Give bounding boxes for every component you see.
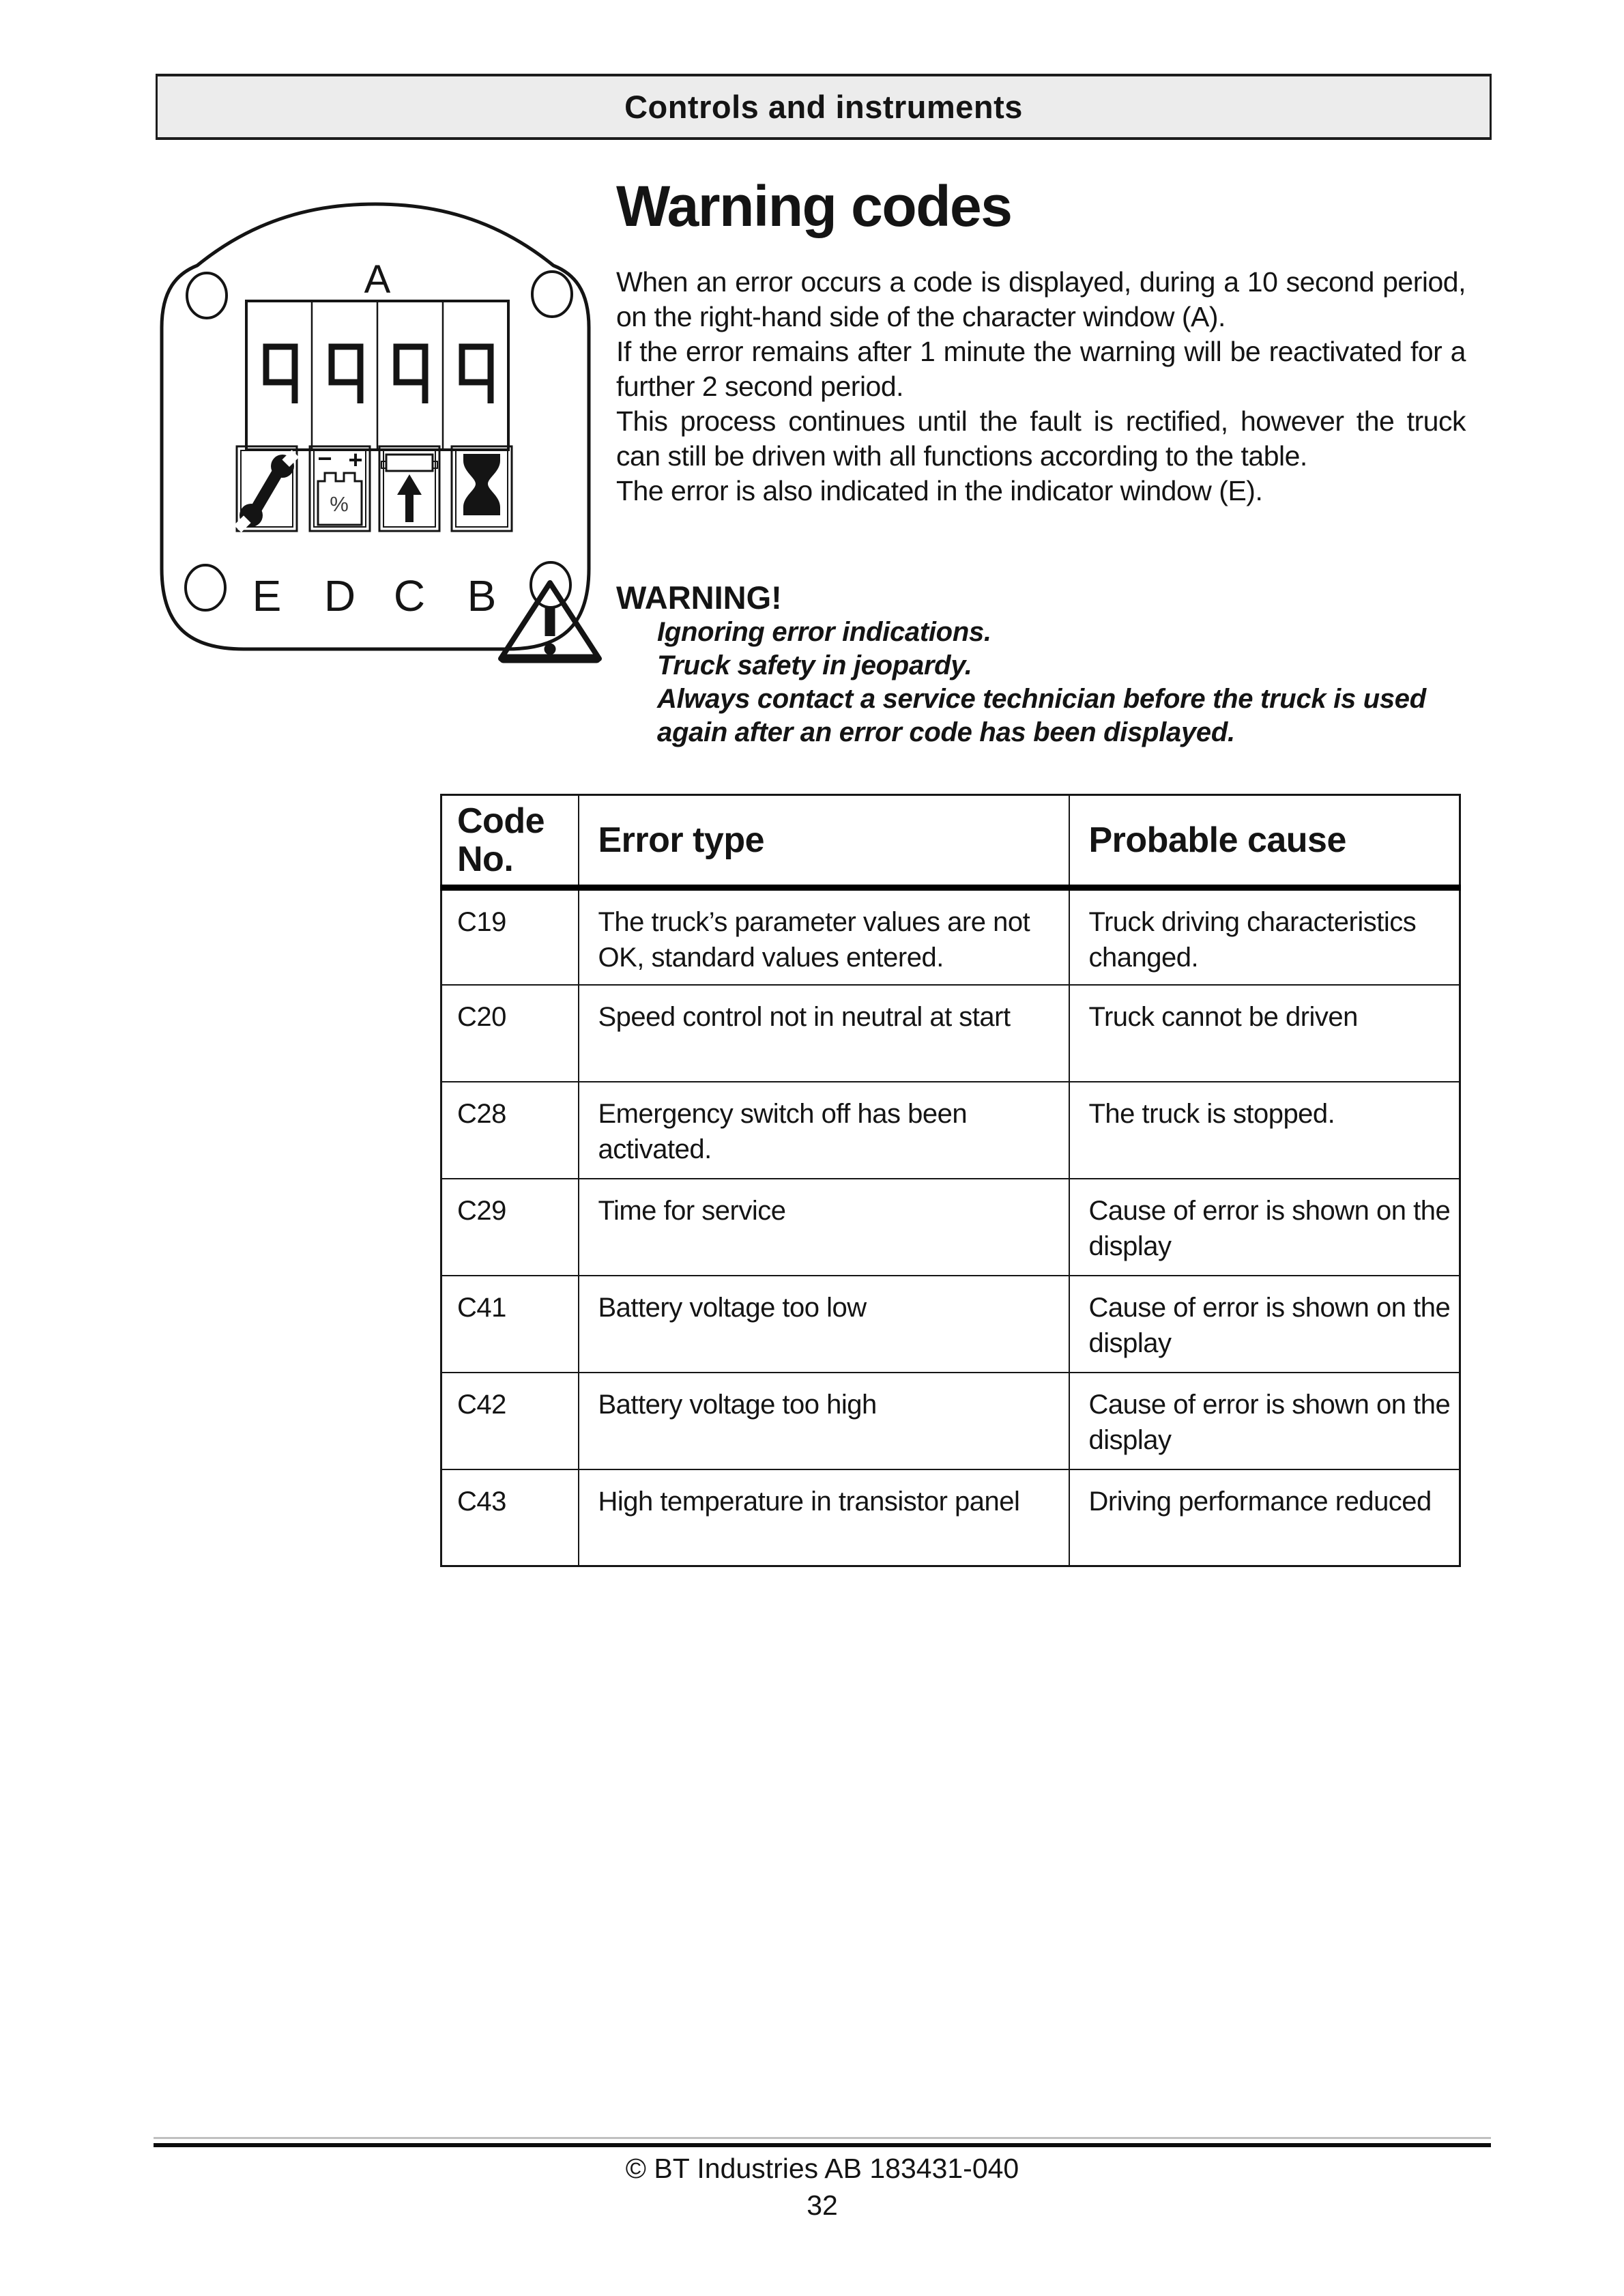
mounting-hole bbox=[187, 273, 227, 318]
code-cell: C19 bbox=[441, 888, 579, 985]
intro-text bbox=[616, 265, 1466, 508]
code-cell: C28 bbox=[441, 1082, 579, 1179]
probable-cause-cell: Cause of error is shown on the display bbox=[1069, 1276, 1460, 1373]
error-type-cell: High temperature in transistor panel bbox=[579, 1469, 1069, 1566]
section-title: Warning codes bbox=[616, 174, 1012, 238]
table-header-row bbox=[441, 795, 1460, 888]
footer-copyright: © BT Industries AB 183431-040 bbox=[625, 2153, 1019, 2184]
seven-segment-digit-9 bbox=[266, 347, 295, 403]
warning-line: Truck safety in jeopardy. bbox=[657, 650, 972, 680]
character-display bbox=[246, 301, 508, 450]
hourglass-icon bbox=[463, 454, 500, 515]
footer-rule-light bbox=[154, 2137, 1491, 2139]
seven-segment-digit-9 bbox=[332, 347, 360, 403]
battery-minus-sign: − bbox=[317, 444, 332, 472]
table-row bbox=[441, 1469, 1460, 1566]
character-window-label: A bbox=[364, 257, 391, 302]
battery-percent-sign: % bbox=[330, 492, 349, 516]
code-cell: C29 bbox=[441, 1179, 579, 1276]
code-cell: C42 bbox=[441, 1373, 579, 1469]
column-header-probable-cause: Probable cause bbox=[1069, 795, 1460, 888]
warning-codes-table-body bbox=[441, 888, 1460, 1566]
warning-codes-table bbox=[440, 794, 1461, 1567]
table-row bbox=[441, 888, 1460, 985]
probable-cause-cell: The truck is stopped. bbox=[1069, 1082, 1460, 1179]
intro-paragraph: The error is also indicated in the indicator window (E). bbox=[616, 475, 1263, 506]
error-type-cell: Battery voltage too low bbox=[579, 1276, 1069, 1373]
intro-paragraph: This process continues until the fault is rectified, however the truck can still be driven with all functions according to the table. bbox=[616, 405, 1466, 472]
indicator-label-b: B bbox=[467, 571, 497, 620]
intro-paragraph: If the error remains after 1 minute the warning will be reactivated for a further 2 second period. bbox=[616, 336, 1466, 402]
probable-cause-cell: Truck driving characteristics changed. bbox=[1069, 888, 1460, 985]
mounting-hole bbox=[532, 272, 572, 317]
probable-cause-cell: Cause of error is shown on the display bbox=[1069, 1373, 1460, 1469]
intro-paragraph: When an error occurs a code is displayed, during a 10 second period, on the right-hand side of the character window (A). bbox=[616, 266, 1466, 332]
warning-line: Always contact a service technician before the truck is used again after an error code has been displayed. bbox=[657, 684, 1426, 747]
indicator-label-d: D bbox=[323, 571, 356, 620]
indicator-label-e: E bbox=[252, 571, 282, 620]
seven-segment-digit-9 bbox=[462, 347, 491, 403]
battery-charge-icon bbox=[317, 444, 362, 525]
service-wrench-icon bbox=[234, 450, 299, 532]
warning-lines bbox=[657, 616, 1466, 749]
warning-line: Ignoring error indications. bbox=[657, 617, 991, 647]
table-row bbox=[441, 1373, 1460, 1469]
mounting-hole bbox=[186, 565, 225, 610]
probable-cause-cell: Driving performance reduced bbox=[1069, 1469, 1460, 1566]
error-type-cell: The truck’s parameter values are not OK, standard values entered. bbox=[579, 888, 1069, 985]
indicator-label-c: C bbox=[393, 571, 426, 620]
error-type-cell: Speed control not in neutral at start bbox=[579, 985, 1069, 1082]
footer-page-number: 32 bbox=[807, 2190, 838, 2221]
table-row bbox=[441, 1276, 1460, 1373]
table-row bbox=[441, 985, 1460, 1082]
warning-triangle-icon bbox=[495, 576, 605, 668]
table-row bbox=[441, 1082, 1460, 1179]
probable-cause-cell: Cause of error is shown on the display bbox=[1069, 1179, 1460, 1276]
probable-cause-cell: Truck cannot be driven bbox=[1069, 985, 1460, 1082]
lift-arrow-icon bbox=[381, 455, 437, 522]
error-type-cell: Battery voltage too high bbox=[579, 1373, 1069, 1469]
footer-rule bbox=[154, 2143, 1491, 2147]
error-type-cell: Time for service bbox=[579, 1179, 1069, 1276]
table-row bbox=[441, 1179, 1460, 1276]
column-header-error-type: Error type bbox=[579, 795, 1069, 888]
code-cell: C43 bbox=[441, 1469, 579, 1566]
column-header-code: Code No. bbox=[441, 795, 579, 888]
battery-plus-sign: + bbox=[348, 446, 363, 474]
code-cell: C20 bbox=[441, 985, 579, 1082]
header-title: Controls and instruments bbox=[624, 89, 1023, 125]
code-cell: C41 bbox=[441, 1276, 579, 1373]
page-header-banner bbox=[156, 74, 1492, 140]
seven-segment-digit-9 bbox=[396, 347, 425, 403]
error-type-cell: Emergency switch off has been activated. bbox=[579, 1082, 1069, 1179]
warning-heading: WARNING! bbox=[616, 579, 782, 616]
